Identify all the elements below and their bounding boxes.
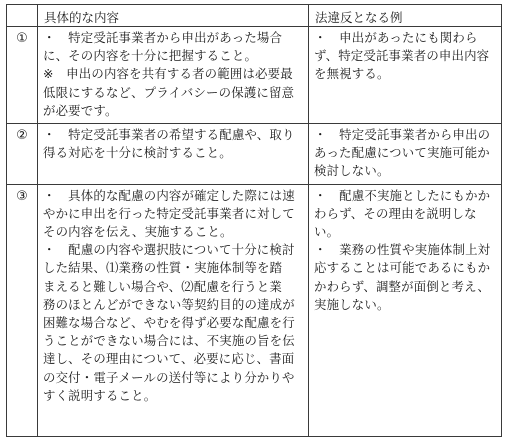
- content-line: まえると難しい場合や、⑵配慮を行うと業: [43, 278, 282, 294]
- row-number: ③: [7, 184, 38, 436]
- content-line: 務のほとんどができない等契約目的の達成が: [43, 296, 295, 312]
- example-cell: [309, 184, 502, 436]
- content-line: やかに申出を行った特定受託事業者に対して: [43, 205, 295, 221]
- content-cell: [38, 124, 309, 185]
- example-line: ・ 配慮不実施としたにもかか: [314, 187, 491, 203]
- content-line: 得る対応を十分に検討すること。: [43, 145, 232, 161]
- example-line: ・ 申出があったにも関わら: [314, 30, 478, 45]
- content-cell: [38, 184, 309, 436]
- guideline-table: [6, 4, 502, 437]
- content-line: した結果、⑴業務の性質・実施体制等を踏: [43, 260, 283, 276]
- content-line: すく説明すること。: [43, 387, 157, 403]
- example-cell: [309, 27, 502, 124]
- example-cell: [309, 124, 502, 185]
- example-line: 応することは可能であるにもか: [314, 260, 491, 276]
- row-number: ②: [7, 124, 38, 185]
- content-line: 困難な場合など、やむを得ず必要な配慮を行: [43, 315, 295, 331]
- content-line: の交付・電子メールの送付等により分かりや: [43, 369, 295, 385]
- content-line: 達し、その理由について、必要に応じ、書面: [43, 351, 295, 367]
- content-line: 低限にするなど、プライバシーの保護に留意: [43, 84, 295, 100]
- header-row: [7, 5, 502, 27]
- example-line: 実施しない。: [314, 296, 390, 312]
- header-number-cell: [7, 5, 38, 27]
- example-line: わらず、その理由を説明しな: [314, 205, 477, 221]
- content-line: その内容を伝え、実施すること。: [43, 224, 233, 240]
- example-line: を無視する。: [314, 66, 390, 82]
- example-line: あった配慮について実施可能か: [314, 145, 490, 161]
- content-line: ・ 特定受託事業者から申出があった場合: [43, 30, 283, 45]
- table-row: [7, 27, 502, 124]
- example-line: い。: [314, 224, 340, 240]
- content-line: うことができない場合には、不実施の旨を伝: [43, 333, 295, 349]
- content-line: に、その内容を十分に把握すること。: [43, 48, 258, 64]
- example-line: かわらず、調整が面倒と考え、: [314, 278, 491, 294]
- content-line: ・ 具体的な配慮の内容が確定した際には速: [43, 187, 295, 203]
- example-line: ず、特定受託事業者の申出内容: [314, 48, 490, 64]
- row-number: ①: [7, 27, 38, 124]
- content-line: ・ 特定受託事業者の希望する配慮や、取り: [43, 127, 295, 143]
- example-line: ・ 業務の性質や実施体制上対: [314, 242, 491, 258]
- table-row: [7, 124, 502, 185]
- example-line: 検討しない。: [314, 163, 390, 179]
- header-content-cell: 具体的な内容: [38, 5, 309, 27]
- example-line: ・ 特定受託事業者から申出の: [314, 127, 491, 143]
- content-line: が必要です。: [43, 102, 118, 118]
- content-line: ・ 配慮の内容や選択肢について十分に検討: [43, 242, 295, 258]
- header-example-cell: 法違反となる例: [309, 5, 502, 27]
- content-cell: [38, 27, 309, 124]
- table-row: [7, 184, 502, 436]
- content-line: ※ 申出の内容を共有する者の範囲は必要最: [43, 66, 293, 82]
